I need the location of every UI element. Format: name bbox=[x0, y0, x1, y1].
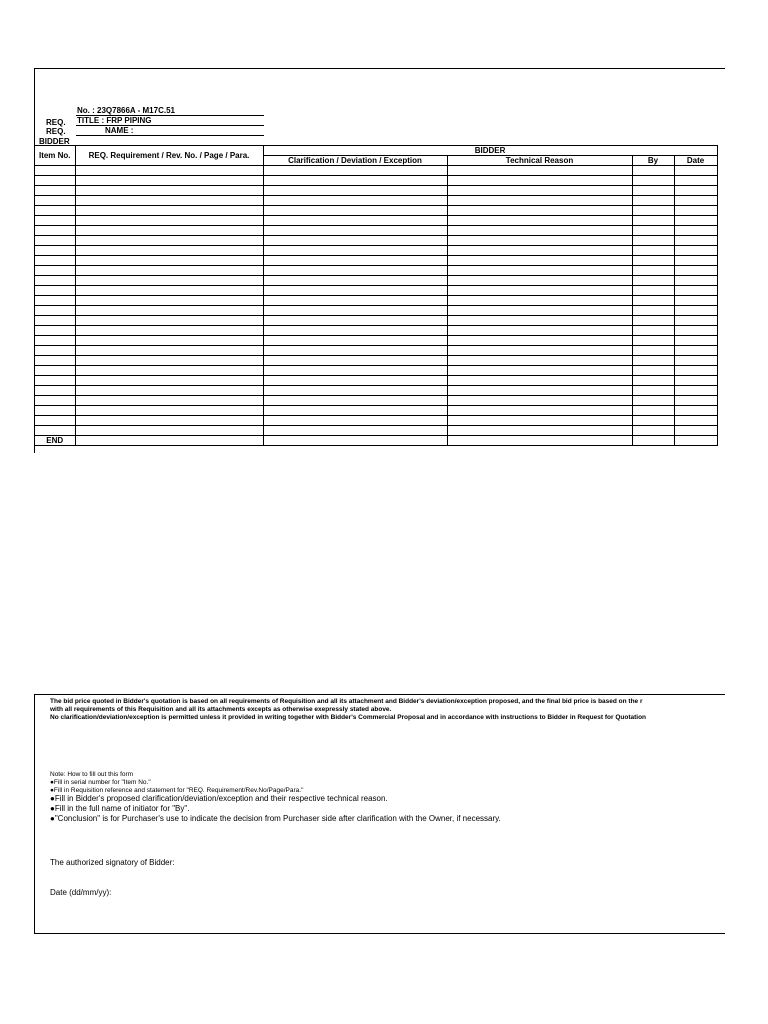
table-cell[interactable] bbox=[674, 246, 717, 256]
table-cell[interactable] bbox=[447, 346, 632, 356]
table-cell[interactable] bbox=[674, 166, 717, 176]
table-cell[interactable] bbox=[674, 366, 717, 376]
table-cell[interactable] bbox=[632, 196, 674, 206]
table-cell[interactable] bbox=[35, 296, 75, 306]
table-cell[interactable] bbox=[75, 296, 263, 306]
table-cell[interactable] bbox=[447, 166, 632, 176]
table-cell[interactable] bbox=[674, 396, 717, 406]
table-cell[interactable] bbox=[447, 416, 632, 426]
table-cell[interactable] bbox=[632, 286, 674, 296]
table-cell[interactable] bbox=[674, 286, 717, 296]
table-cell[interactable] bbox=[447, 406, 632, 416]
table-cell[interactable] bbox=[263, 396, 447, 406]
table-cell[interactable] bbox=[632, 336, 674, 346]
table-cell[interactable] bbox=[447, 296, 632, 306]
table-cell[interactable] bbox=[263, 416, 447, 426]
table-row bbox=[35, 386, 717, 396]
table-cell[interactable] bbox=[447, 336, 632, 346]
table-cell[interactable] bbox=[75, 426, 263, 436]
table-cell[interactable] bbox=[35, 346, 75, 356]
table-cell[interactable] bbox=[674, 236, 717, 246]
col-date-header: Date bbox=[674, 156, 717, 166]
table-cell[interactable] bbox=[35, 356, 75, 366]
table-row bbox=[35, 186, 717, 196]
table-cell bbox=[75, 436, 263, 446]
table-cell[interactable] bbox=[263, 226, 447, 236]
col-by-header: By bbox=[632, 156, 674, 166]
table-row bbox=[35, 276, 717, 286]
table-cell[interactable] bbox=[674, 426, 717, 436]
table-row bbox=[35, 176, 717, 186]
table-cell[interactable] bbox=[674, 196, 717, 206]
table-cell[interactable] bbox=[447, 256, 632, 266]
col-technical-reason-header: Technical Reason bbox=[447, 156, 632, 166]
table-cell[interactable] bbox=[447, 376, 632, 386]
table-row bbox=[35, 286, 717, 296]
howto-item: ●Fill in Requisition reference and statement for "REQ. Requirement/Rev.No/Page/Para." bbox=[50, 787, 304, 794]
table-cell[interactable] bbox=[674, 406, 717, 416]
table-cell[interactable] bbox=[447, 226, 632, 236]
table-cell bbox=[263, 436, 447, 446]
table-cell[interactable] bbox=[75, 406, 263, 416]
table-row bbox=[35, 356, 717, 366]
col-item-no-header: Item No. bbox=[35, 146, 75, 166]
table-cell[interactable] bbox=[263, 176, 447, 186]
table-cell[interactable] bbox=[632, 246, 674, 256]
table-cell[interactable] bbox=[447, 366, 632, 376]
date-label: Date (dd/mm/yy): bbox=[50, 888, 112, 897]
table-cell[interactable] bbox=[35, 426, 75, 436]
bidder-group-header: BIDDER bbox=[263, 146, 717, 156]
table-cell[interactable] bbox=[263, 276, 447, 286]
table-cell[interactable] bbox=[75, 376, 263, 386]
table-cell[interactable] bbox=[447, 236, 632, 246]
table-cell[interactable] bbox=[263, 236, 447, 246]
table-cell[interactable] bbox=[263, 346, 447, 356]
howto-item: ●Fill in Bidder's proposed clarification/deviation/exception and their respective technical reason. bbox=[50, 794, 388, 803]
table-cell[interactable] bbox=[263, 356, 447, 366]
table-cell[interactable] bbox=[674, 306, 717, 316]
table-cell[interactable] bbox=[447, 216, 632, 226]
table-cell[interactable] bbox=[35, 226, 75, 236]
table-cell[interactable] bbox=[674, 316, 717, 326]
table-cell[interactable] bbox=[674, 226, 717, 236]
table-cell[interactable] bbox=[75, 246, 263, 256]
table-cell[interactable] bbox=[35, 236, 75, 246]
table-cell[interactable] bbox=[674, 296, 717, 306]
table-cell[interactable] bbox=[75, 396, 263, 406]
table-cell[interactable] bbox=[674, 386, 717, 396]
table-cell[interactable] bbox=[263, 316, 447, 326]
bidder-name-field: NAME : bbox=[105, 126, 134, 135]
table-cell[interactable] bbox=[632, 216, 674, 226]
table-cell[interactable] bbox=[75, 416, 263, 426]
table-row bbox=[35, 316, 717, 326]
table-cell[interactable] bbox=[35, 276, 75, 286]
table-cell[interactable] bbox=[75, 346, 263, 356]
table-row bbox=[35, 376, 717, 386]
table-cell bbox=[447, 436, 632, 446]
table-cell[interactable] bbox=[75, 356, 263, 366]
table-cell[interactable] bbox=[263, 186, 447, 196]
table-cell[interactable] bbox=[674, 376, 717, 386]
table-cell[interactable] bbox=[632, 226, 674, 236]
howto-item: ●Fill in serial number for "Item No." bbox=[50, 779, 151, 786]
table-cell[interactable] bbox=[75, 336, 263, 346]
table-cell[interactable] bbox=[632, 416, 674, 426]
table-cell[interactable] bbox=[674, 266, 717, 276]
table-row bbox=[35, 426, 717, 436]
table-cell[interactable] bbox=[263, 266, 447, 276]
table-cell[interactable] bbox=[75, 236, 263, 246]
table-row bbox=[35, 166, 717, 176]
table-cell[interactable] bbox=[75, 226, 263, 236]
table-cell[interactable] bbox=[263, 206, 447, 216]
table-cell[interactable] bbox=[632, 426, 674, 436]
requisition-number: No. : 23Q7866A - M17C.51 bbox=[77, 106, 175, 115]
table-row bbox=[35, 296, 717, 306]
table-cell[interactable] bbox=[35, 386, 75, 396]
table-cell[interactable] bbox=[447, 196, 632, 206]
req-label: REQ. bbox=[46, 118, 66, 127]
deviation-form-sheet bbox=[34, 68, 725, 453]
table-cell[interactable] bbox=[447, 356, 632, 366]
table-cell[interactable] bbox=[35, 306, 75, 316]
howto-title: Note: How to fill out this form bbox=[50, 771, 134, 778]
table-cell[interactable] bbox=[632, 296, 674, 306]
statement-line: The bid price quoted in Bidder's quotation is based on all requirements of Requisition and all its attachment and Bidder's deviation/exception proposed, and the final bid price is based on the r bbox=[50, 698, 643, 705]
table-cell[interactable] bbox=[35, 246, 75, 256]
table-cell[interactable] bbox=[35, 216, 75, 226]
table-cell[interactable] bbox=[447, 186, 632, 196]
table-cell[interactable] bbox=[674, 176, 717, 186]
table-cell[interactable] bbox=[632, 346, 674, 356]
table-cell[interactable] bbox=[75, 286, 263, 296]
table-cell[interactable] bbox=[447, 286, 632, 296]
table-cell[interactable] bbox=[35, 186, 75, 196]
table-row bbox=[35, 306, 717, 316]
table-cell[interactable] bbox=[632, 276, 674, 286]
table-cell[interactable] bbox=[263, 216, 447, 226]
table-cell[interactable] bbox=[35, 326, 75, 336]
table-cell[interactable] bbox=[632, 206, 674, 216]
table-row bbox=[35, 416, 717, 426]
table-cell[interactable] bbox=[632, 316, 674, 326]
table-cell[interactable] bbox=[75, 166, 263, 176]
table-cell[interactable] bbox=[75, 366, 263, 376]
table-cell[interactable] bbox=[447, 326, 632, 336]
table-cell[interactable] bbox=[263, 196, 447, 206]
table-row bbox=[35, 206, 717, 216]
table-cell[interactable] bbox=[632, 176, 674, 186]
table-row bbox=[35, 256, 717, 266]
table-cell[interactable] bbox=[447, 176, 632, 186]
table-cell[interactable] bbox=[75, 196, 263, 206]
table-row bbox=[35, 396, 717, 406]
table-cell[interactable] bbox=[35, 366, 75, 376]
table-cell[interactable] bbox=[35, 336, 75, 346]
table-cell[interactable] bbox=[632, 356, 674, 366]
req-label-2: REQ. bbox=[46, 127, 66, 136]
table-cell[interactable] bbox=[263, 306, 447, 316]
signatory-label: The authorized signatory of Bidder: bbox=[50, 858, 175, 867]
table-cell[interactable] bbox=[632, 236, 674, 246]
table-row bbox=[35, 366, 717, 376]
table-cell[interactable] bbox=[632, 186, 674, 196]
notes-sheet bbox=[34, 694, 725, 934]
table-cell[interactable] bbox=[447, 426, 632, 436]
table-cell[interactable] bbox=[632, 266, 674, 276]
table-row bbox=[35, 226, 717, 236]
table-cell[interactable] bbox=[447, 386, 632, 396]
table-cell[interactable] bbox=[447, 306, 632, 316]
table-cell[interactable] bbox=[75, 186, 263, 196]
table-cell[interactable] bbox=[263, 406, 447, 416]
table-cell[interactable] bbox=[75, 266, 263, 276]
table-cell[interactable] bbox=[35, 406, 75, 416]
table-cell[interactable] bbox=[75, 256, 263, 266]
bidder-label: BIDDER bbox=[39, 137, 70, 146]
table-cell[interactable] bbox=[674, 276, 717, 286]
table-cell[interactable] bbox=[263, 376, 447, 386]
table-cell[interactable] bbox=[35, 266, 75, 276]
table-cell[interactable] bbox=[263, 166, 447, 176]
table-cell[interactable] bbox=[75, 326, 263, 336]
col-clarification-header: Clarification / Deviation / Exception bbox=[263, 156, 447, 166]
table-cell[interactable] bbox=[35, 206, 75, 216]
howto-item: ●"Conclusion" is for Purchaser's use to indicate the decision from Purchaser side after clarification with the Owner, if necessary. bbox=[50, 814, 501, 823]
table-cell[interactable] bbox=[35, 256, 75, 266]
table-row bbox=[35, 406, 717, 416]
table-cell[interactable] bbox=[75, 386, 263, 396]
table-cell[interactable] bbox=[632, 396, 674, 406]
table-row bbox=[35, 326, 717, 336]
table-row bbox=[35, 196, 717, 206]
table-cell[interactable] bbox=[447, 246, 632, 256]
requisition-title: TITLE : FRP PIPING bbox=[77, 116, 152, 125]
table-cell[interactable] bbox=[447, 396, 632, 406]
table-cell[interactable] bbox=[35, 416, 75, 426]
table-row bbox=[35, 266, 717, 276]
statement-line: with all requirements of this Requisition and all its attachments excepts as otherwise exepressly stated above. bbox=[50, 706, 392, 713]
divider bbox=[76, 135, 264, 136]
table-row bbox=[35, 216, 717, 226]
table-cell[interactable] bbox=[632, 406, 674, 416]
table-cell[interactable] bbox=[674, 216, 717, 226]
table-row bbox=[35, 346, 717, 356]
table-cell[interactable] bbox=[75, 176, 263, 186]
table-cell[interactable] bbox=[263, 326, 447, 336]
table-cell[interactable] bbox=[75, 276, 263, 286]
table-cell bbox=[632, 436, 674, 446]
table-end-row bbox=[35, 436, 717, 446]
end-marker: END bbox=[35, 436, 75, 446]
table-cell[interactable] bbox=[632, 306, 674, 316]
table-cell[interactable] bbox=[632, 256, 674, 266]
table-cell[interactable] bbox=[35, 286, 75, 296]
table-cell[interactable] bbox=[674, 416, 717, 426]
table-cell[interactable] bbox=[447, 276, 632, 286]
table-cell[interactable] bbox=[35, 166, 75, 176]
table-cell[interactable] bbox=[447, 316, 632, 326]
table-cell[interactable] bbox=[263, 296, 447, 306]
table-cell[interactable] bbox=[447, 266, 632, 276]
deviation-table bbox=[35, 145, 718, 446]
table-row bbox=[35, 236, 717, 246]
table-cell[interactable] bbox=[632, 376, 674, 386]
table-cell[interactable] bbox=[263, 256, 447, 266]
table-cell[interactable] bbox=[35, 376, 75, 386]
table-cell[interactable] bbox=[263, 426, 447, 436]
table-cell[interactable] bbox=[263, 386, 447, 396]
table-cell[interactable] bbox=[674, 336, 717, 346]
table-row bbox=[35, 246, 717, 256]
table-cell[interactable] bbox=[75, 306, 263, 316]
howto-item: ●Fill in the full name of initiator for "By". bbox=[50, 804, 190, 813]
table-row bbox=[35, 336, 717, 346]
table-cell[interactable] bbox=[263, 286, 447, 296]
table-cell[interactable] bbox=[632, 366, 674, 376]
table-cell[interactable] bbox=[674, 356, 717, 366]
table-cell[interactable] bbox=[263, 366, 447, 376]
table-cell[interactable] bbox=[632, 386, 674, 396]
table-cell[interactable] bbox=[35, 176, 75, 186]
table-cell[interactable] bbox=[35, 196, 75, 206]
table-cell[interactable] bbox=[75, 316, 263, 326]
statement-line: No clarification/deviation/exception is permitted unless it provided in writing together with Bidder's Commercial Proposal and in accordance with instructions to Bidder in Request for Quotation bbox=[50, 714, 647, 721]
col-req-header: REQ. Requirement / Rev. No. / Page / Para. bbox=[75, 146, 263, 166]
table-cell bbox=[674, 436, 717, 446]
table-cell[interactable] bbox=[674, 326, 717, 336]
table-cell[interactable] bbox=[674, 256, 717, 266]
table-cell[interactable] bbox=[632, 326, 674, 336]
table-cell[interactable] bbox=[75, 216, 263, 226]
table-cell[interactable] bbox=[674, 346, 717, 356]
table-cell[interactable] bbox=[35, 316, 75, 326]
table-cell[interactable] bbox=[674, 186, 717, 196]
table-cell[interactable] bbox=[632, 166, 674, 176]
table-cell[interactable] bbox=[263, 336, 447, 346]
table-cell[interactable] bbox=[447, 206, 632, 216]
table-cell[interactable] bbox=[75, 206, 263, 216]
table-cell[interactable] bbox=[35, 396, 75, 406]
table-cell[interactable] bbox=[263, 246, 447, 256]
table-cell[interactable] bbox=[674, 206, 717, 216]
